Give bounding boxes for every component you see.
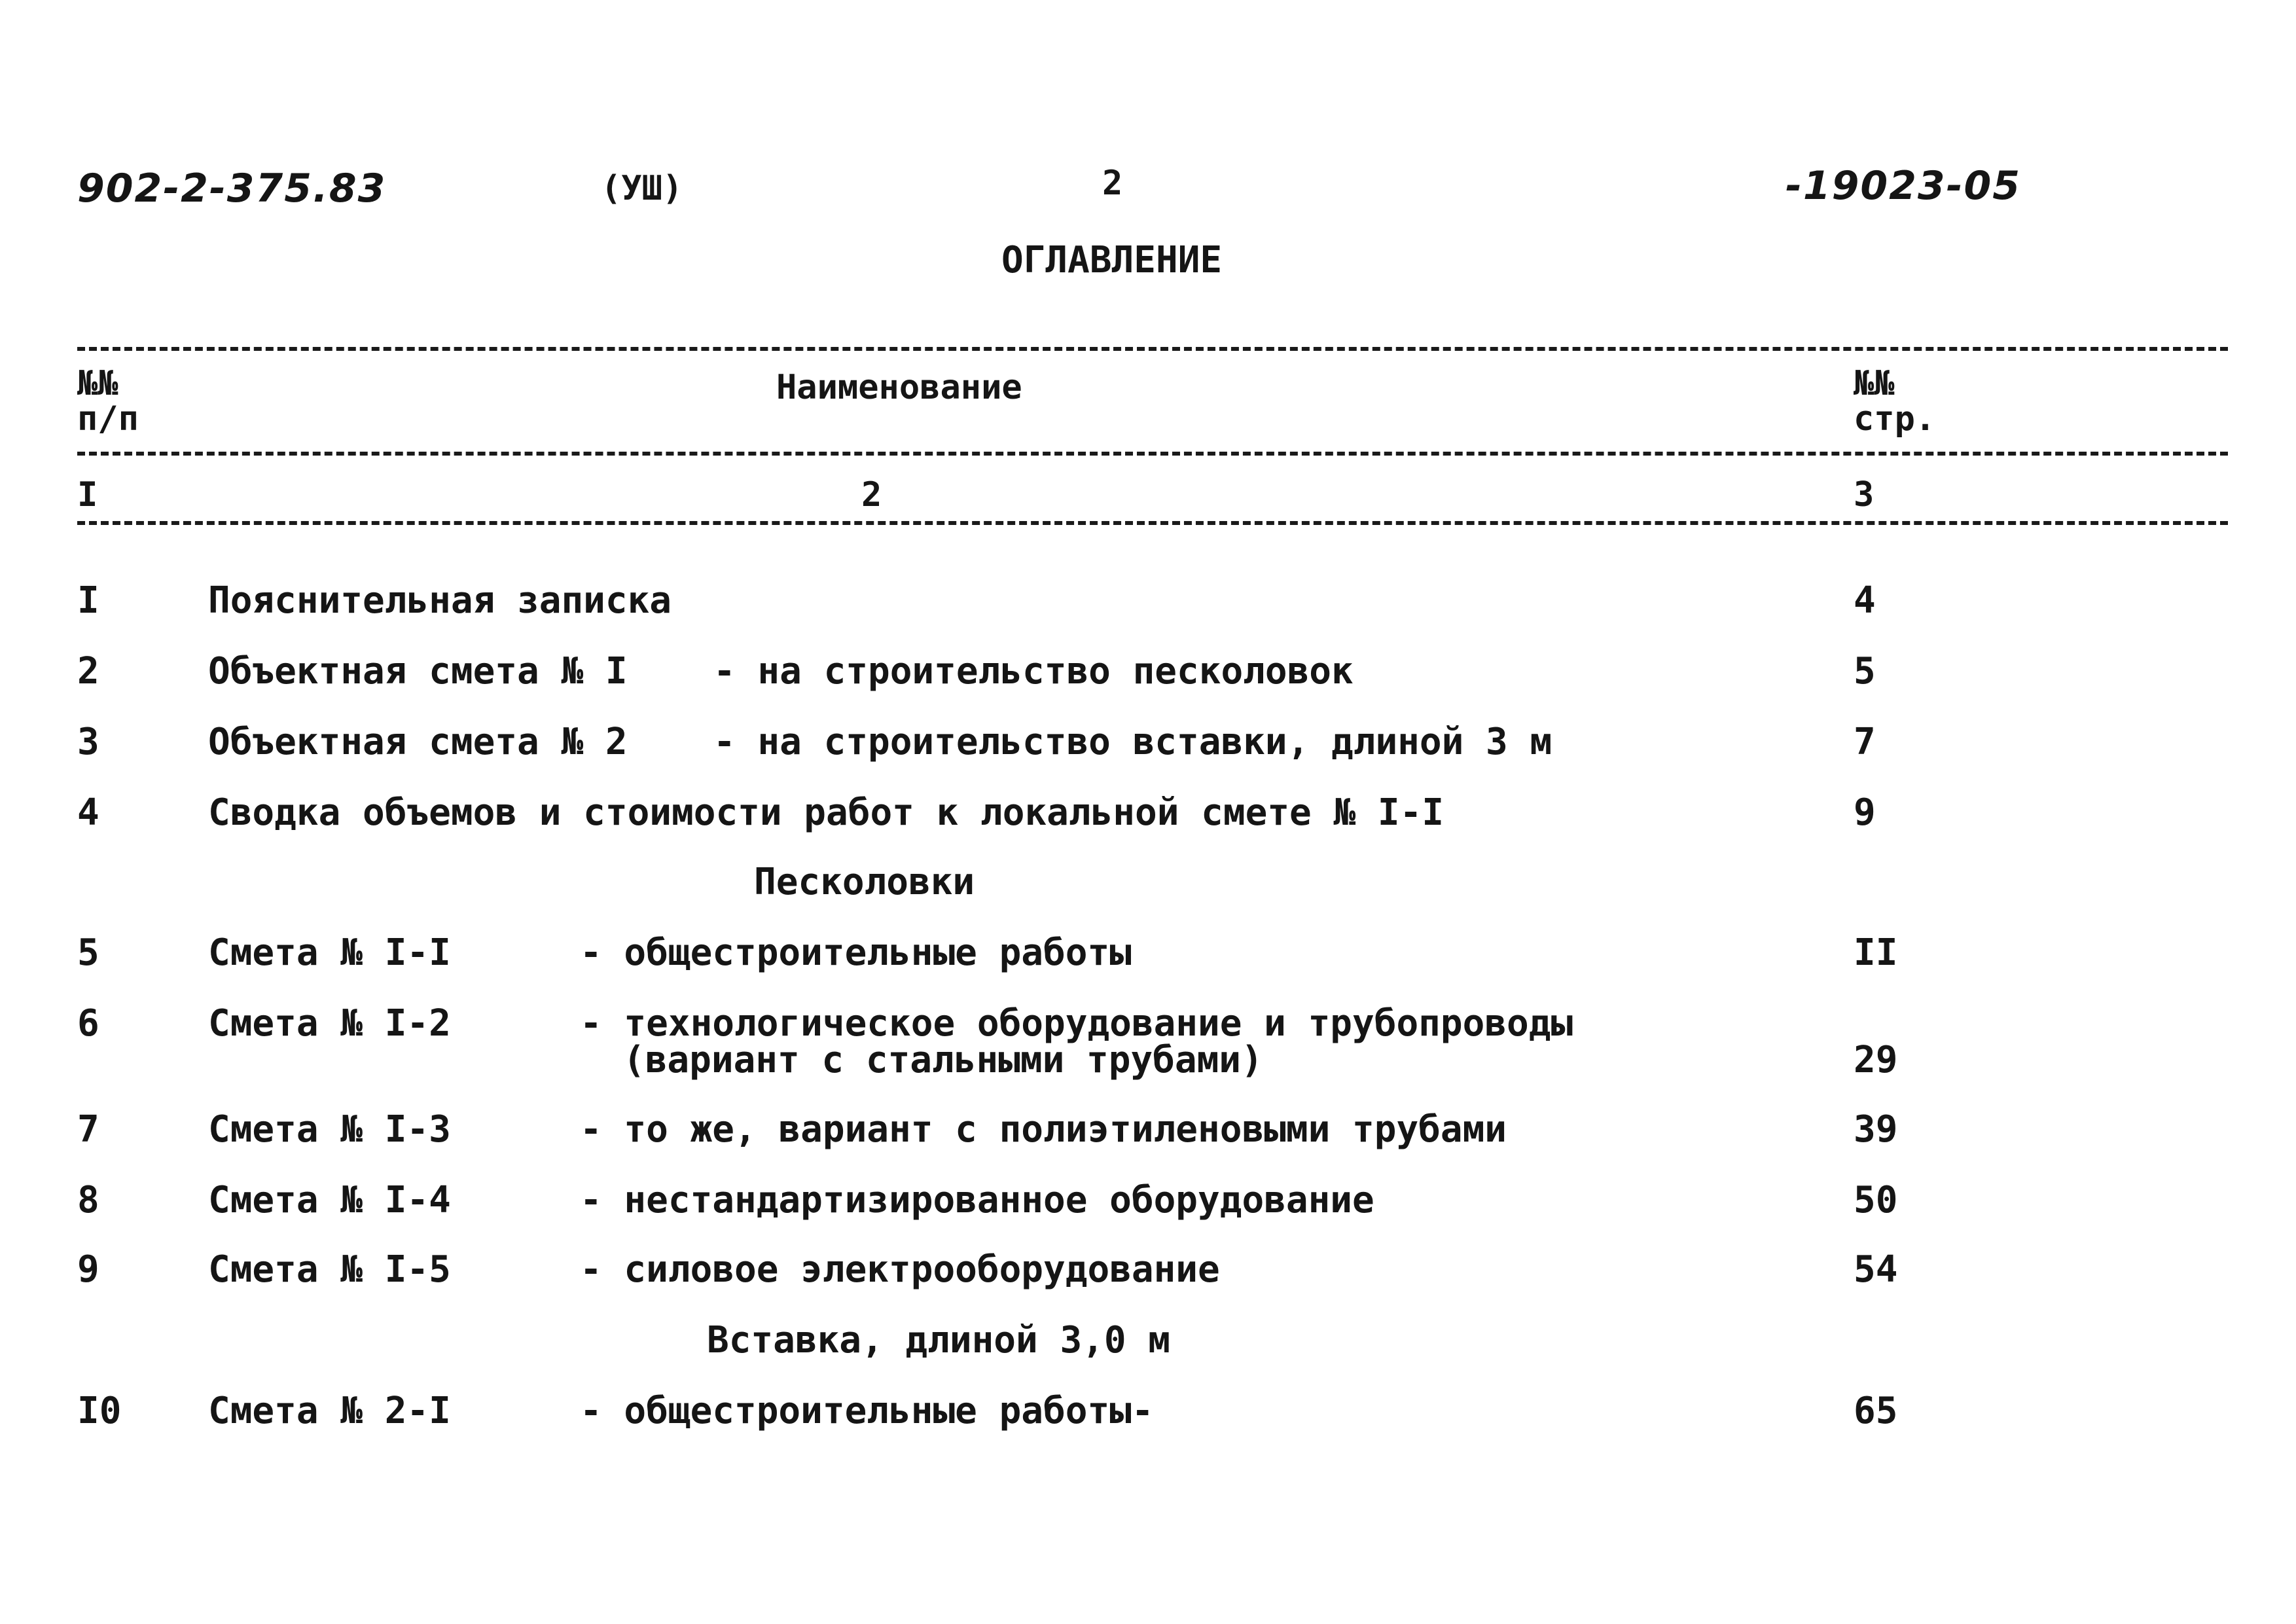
col-index-3: 3 [1854,475,1874,514]
row-description: - силовое электрооборудование [580,1248,1220,1291]
row-number: 9 [77,1248,99,1291]
row-number: 7 [77,1108,99,1151]
row-description: - общестроительные работы- [580,1390,1154,1432]
row-name: Смета № 2-I [208,1390,451,1432]
page-number: 2 [1102,164,1123,203]
row-name: Объектная смета № 2 [208,721,628,763]
row-number: I0 [77,1390,122,1432]
page-title: ОГЛАВЛЕНИЕ [1001,239,1223,281]
row-name: Объектная смета № I [208,650,628,693]
volume-label: (УШ) [601,169,683,208]
row-page: 5 [1854,650,1876,693]
row-description: - технологическое оборудование и трубопроводы [580,1002,1573,1045]
row-name: Пояснительная записка [208,579,672,622]
row-number: 5 [77,931,99,974]
col-index-2: 2 [861,475,882,514]
row-description-continued: (вариант с стальными трубами) [623,1039,1263,1081]
col-page-header-line2: стр. [1854,399,1936,439]
row-page: 65 [1854,1390,1898,1432]
row-name: Сводка объемов и стоимости работ к локальной смете № I-I [208,791,1444,834]
inventory-number: -19023-05 [1785,163,2022,209]
row-name: Смета № I-4 [208,1179,451,1221]
row-description: - на строительство вставки, длиной 3 м [713,721,1552,763]
row-description: - общестроительные работы [580,931,1132,974]
row-page: 29 [1854,1039,1898,1081]
col-page-header-line1: №№ [1854,364,1895,403]
section-heading-insert: Вставка, длиной 3,0 м [707,1319,1171,1362]
row-description: - нестандартизированное оборудование [580,1179,1374,1221]
row-name: Смета № I-3 [208,1108,451,1151]
row-description: - на строительство песколовок [713,650,1354,693]
row-page: 39 [1854,1108,1898,1151]
row-page: 7 [1854,721,1876,763]
divider-index-bottom [77,521,2228,525]
col-index-1: I [77,475,98,514]
row-name: Смета № I-2 [208,1002,451,1045]
row-name: Смета № I-I [208,931,451,974]
row-description: - то же, вариант с полиэтиленовыми трубами [580,1108,1507,1151]
col-number-header-line2: п/п [77,399,139,439]
row-page: 50 [1854,1179,1898,1221]
divider-header-bottom [77,452,2228,456]
document-code: 902-2-375.83 [77,166,387,211]
row-number: 8 [77,1179,99,1221]
row-page: 9 [1854,791,1876,834]
section-heading-sand-traps: Песколовки [754,861,975,903]
row-page: 4 [1854,579,1876,622]
row-number: 4 [77,791,99,834]
row-number: I [77,579,99,622]
col-number-header-line1: №№ [77,364,118,403]
row-name: Смета № I-5 [208,1248,451,1291]
col-name-header: Наименование [776,368,1022,407]
row-number: 3 [77,721,99,763]
row-number: 6 [77,1002,99,1045]
row-page: II [1854,931,1898,974]
divider-top [77,347,2228,351]
row-page: 54 [1854,1248,1898,1291]
row-number: 2 [77,650,99,693]
